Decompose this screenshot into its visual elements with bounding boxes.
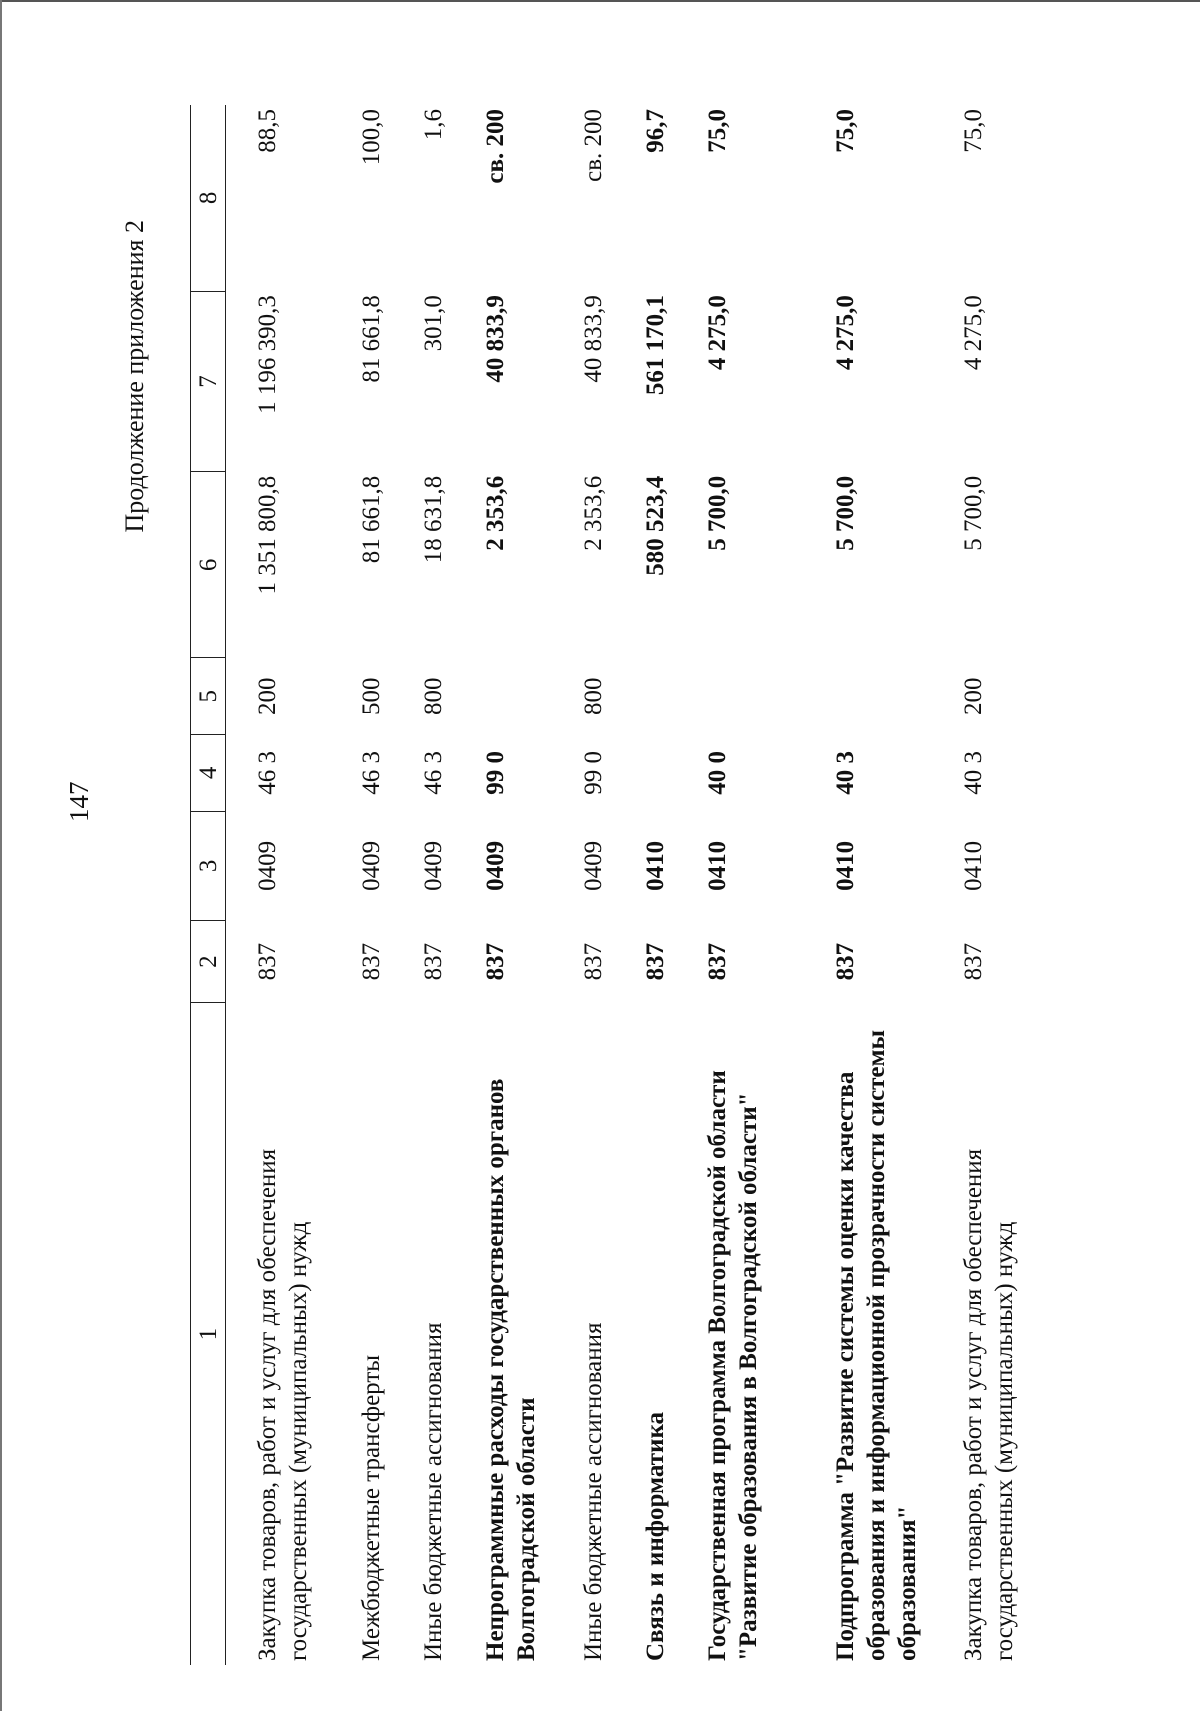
code-cell: 837: [254, 942, 281, 981]
type-cell: 200: [254, 677, 281, 715]
actual-cell: 1 196 390,3: [254, 295, 281, 414]
actual-cell: 561 170,1: [641, 295, 669, 396]
program-cell: 46 3: [357, 750, 385, 795]
table-row: [614, 105, 676, 1665]
code-cell: 837: [959, 942, 987, 981]
section-cell: 0410: [641, 840, 669, 891]
planned-cell: 580 523,4: [641, 475, 669, 576]
header-cell: 4: [191, 735, 226, 812]
table-row: [330, 105, 392, 1665]
percent-cell: 75,0: [831, 109, 859, 153]
actual-cell: 301,0: [419, 295, 447, 352]
row-name-cell: Связь и информатика: [641, 1412, 669, 1661]
row-name-cell: Иные бюджетные ассигнования: [579, 1322, 607, 1661]
percent-cell: 88,5: [254, 109, 281, 153]
scan-edge-top: [0, 0, 1200, 2]
program-cell: 46 3: [419, 750, 447, 795]
header-cell: 1: [191, 1003, 226, 1665]
table-row: [932, 105, 1032, 1665]
table-row: [392, 105, 454, 1665]
section-cell: 0410: [959, 840, 987, 891]
percent-cell: св. 200: [579, 109, 607, 182]
code-cell: 837: [357, 942, 385, 981]
rotated-page-content: [120, 105, 1180, 1665]
header-cell: 7: [191, 291, 226, 472]
section-cell: 0409: [357, 840, 385, 891]
planned-cell: 81 661,8: [357, 475, 385, 564]
type-cell: 500: [357, 677, 385, 715]
header-cell: 8: [191, 105, 226, 291]
appendix-caption: Продолжение приложения 2: [120, 220, 149, 533]
program-cell: 40 3: [831, 750, 859, 795]
percent-cell: 96,7: [641, 109, 669, 153]
actual-cell: 4 275,0: [959, 295, 987, 371]
section-cell: 0409: [419, 840, 447, 891]
actual-cell: 40 833,9: [579, 295, 607, 383]
planned-cell: 2 353,6: [481, 475, 509, 551]
type-cell: [454, 658, 552, 735]
planned-cell: 2 353,6: [579, 475, 607, 551]
row-name-cell: Закупка товаров, работ и услуг для обеспечения государственных (муниципальных) нужд: [254, 1148, 312, 1661]
actual-cell: 81 661,8: [357, 295, 385, 383]
row-name-cell: Закупка товаров, работ и услуг для обеспечения государственных (муниципальных) нужд: [959, 1148, 1018, 1661]
page-number: 147: [64, 781, 94, 822]
budget-table: [190, 105, 1032, 1665]
code-cell: 837: [703, 942, 731, 981]
program-cell: 99 0: [481, 750, 509, 795]
program-cell: 99 0: [579, 750, 607, 795]
type-cell: 800: [419, 677, 447, 715]
row-name-cell: Подпрограмма "Развитие системы оценки качества образования и информационной прозрачности системы образования": [831, 1030, 921, 1661]
table-header-row: [191, 105, 226, 1665]
section-cell: 0410: [831, 840, 859, 891]
type-cell: [676, 658, 804, 735]
row-name-cell: Государственная программа Волгоградской области "Развитие образования в Волгоградской области": [703, 1070, 762, 1661]
table-row: [226, 105, 330, 1665]
table-row: [804, 105, 932, 1665]
type-cell: [804, 658, 932, 735]
code-cell: 837: [419, 942, 447, 981]
section-cell: 0409: [254, 840, 281, 891]
row-name-cell: Непрограммные расходы государственных органов Волгоградской области: [481, 1078, 540, 1661]
percent-cell: 75,0: [959, 109, 987, 153]
planned-cell: 1 351 800,8: [254, 475, 281, 595]
code-cell: 837: [641, 942, 669, 981]
planned-cell: 5 700,0: [959, 475, 987, 551]
table-row: [676, 105, 804, 1665]
percent-cell: 100,0: [357, 109, 385, 166]
type-cell: 800: [579, 677, 607, 715]
program-cell: 46 3: [254, 750, 281, 795]
row-name-cell: Иные бюджетные ассигнования: [419, 1322, 447, 1661]
code-cell: 837: [481, 942, 509, 981]
header-cell: 5: [191, 658, 226, 735]
section-cell: 0409: [579, 840, 607, 891]
actual-cell: 4 275,0: [703, 295, 731, 371]
header-cell: 3: [191, 811, 226, 920]
header-cell: 2: [191, 921, 226, 1003]
percent-cell: св. 200: [481, 109, 509, 184]
planned-cell: 18 631,8: [419, 475, 447, 564]
program-cell: 40 0: [703, 750, 731, 795]
planned-cell: 5 700,0: [703, 475, 731, 551]
row-name-cell: Межбюджетные трансферты: [357, 1354, 385, 1661]
percent-cell: 1,6: [419, 109, 447, 141]
actual-cell: 40 833,9: [481, 295, 509, 383]
section-cell: 0409: [481, 840, 509, 891]
table-row: [552, 105, 614, 1665]
planned-cell: 5 700,0: [831, 475, 859, 551]
section-cell: 0410: [703, 840, 731, 891]
actual-cell: 4 275,0: [831, 295, 859, 371]
table-row: [454, 105, 552, 1665]
type-cell: 200: [959, 677, 987, 715]
program-cell: 40 3: [959, 750, 987, 795]
header-cell: 6: [191, 472, 226, 658]
type-cell: [614, 658, 676, 735]
code-cell: 837: [579, 942, 607, 981]
code-cell: 837: [831, 942, 859, 981]
program-cell: [614, 735, 676, 812]
scan-edge-left: [0, 0, 2, 1711]
percent-cell: 75,0: [703, 109, 731, 153]
